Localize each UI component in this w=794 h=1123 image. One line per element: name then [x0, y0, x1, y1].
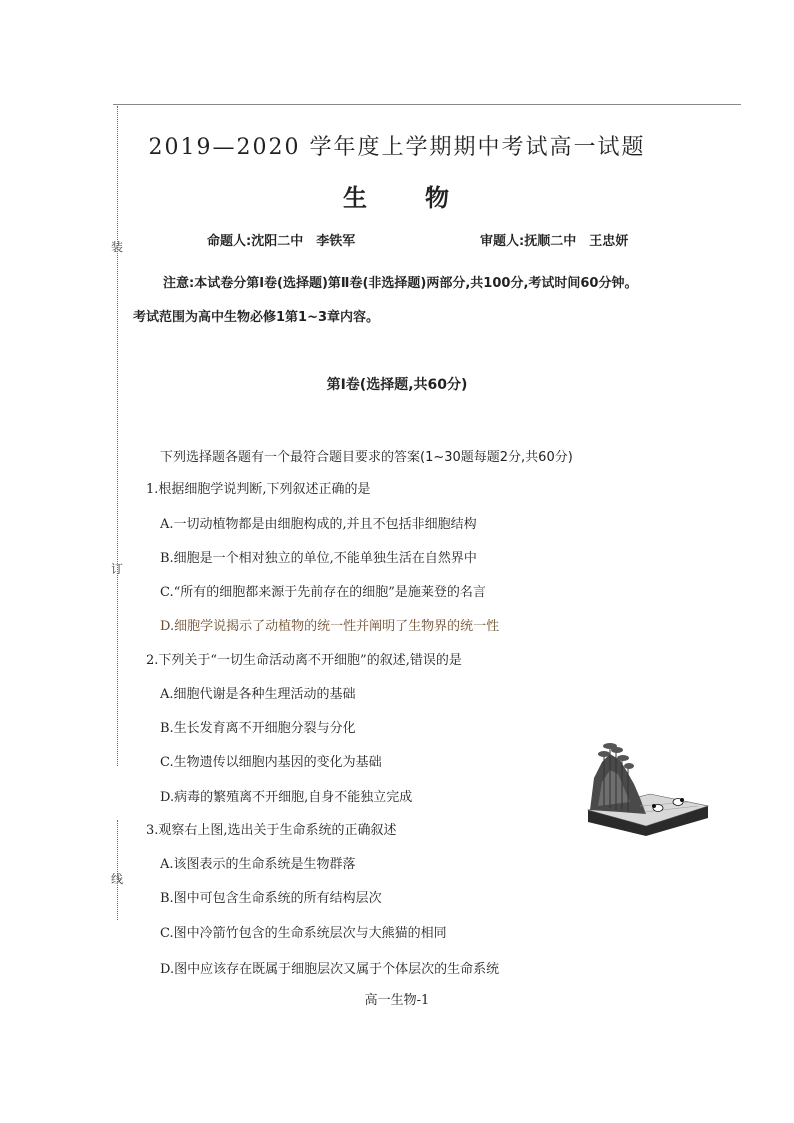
- margin-mark-xian: 线: [111, 872, 124, 886]
- margin-mark-zhuang: 装: [111, 240, 124, 254]
- top-rule: [113, 104, 741, 105]
- question-3-option-d: D.图中应该存在既属于细胞层次又属于个体层次的生命系统: [160, 962, 500, 977]
- notice-text: 注意:本试卷分第Ⅰ卷(选择题)第Ⅱ卷(非选择题)两部分,共100分,考试时间60分钟。: [163, 276, 638, 291]
- question-2-option-b: B.生长发育离不开细胞分裂与分化: [160, 721, 356, 736]
- section-title: 第Ⅰ卷(选择题,共60分): [326, 377, 468, 393]
- page-number: 高一生物-1: [364, 993, 430, 1008]
- reviewer-info: 审题人:抚顺二中 王忠妍: [480, 234, 629, 249]
- question-1-stem: 1.根据细胞学说判断,下列叙述正确的是: [146, 482, 371, 497]
- question-3-option-a: A.该图表示的生命系统是生物群落: [160, 857, 356, 872]
- question-2-option-c: C.生物遗传以细胞内基因的变化为基础: [160, 755, 382, 770]
- ecosystem-illustration: [580, 740, 712, 836]
- subject-char-1: 生: [343, 183, 369, 212]
- subject-char-2: 物: [425, 183, 451, 212]
- question-3-stem: 3.观察右上图,选出关于生命系统的正确叙述: [146, 823, 397, 838]
- scope-text: 考试范围为高中生物必修1第1~3章内容。: [133, 310, 380, 325]
- instruction-text: 下列选择题各题有一个最符合题目要求的答案(1~30题每题2分,共60分): [160, 450, 573, 465]
- subject-title: [0, 178, 794, 213]
- question-2-option-d: D.病毒的繁殖离不开细胞,自身不能独立完成: [160, 790, 413, 805]
- question-3-option-c: C.图中冷箭竹包含的生命系统层次与大熊猫的相同: [160, 926, 447, 941]
- question-1-option-c: C.“所有的细胞都来源于先前存在的细胞”是施莱登的名言: [160, 585, 486, 600]
- margin-mark-ding: 订: [111, 562, 124, 576]
- question-3-option-b: B.图中可包含生命系统的所有结构层次: [160, 891, 382, 906]
- question-2-stem: 2.下列关于“一切生命活动离不开细胞”的叙述,错误的是: [146, 653, 462, 668]
- question-2-option-a: A.细胞代谢是各种生理活动的基础: [160, 687, 356, 702]
- question-1-option-a: A.一切动植物都是由细胞构成的,并且不包括非细胞结构: [160, 517, 477, 532]
- question-1-option-d: D.细胞学说揭示了动植物的统一性并阐明了生物界的统一性: [160, 619, 500, 634]
- question-1-option-b: B.细胞是一个相对独立的单位,不能单独生活在自然界中: [160, 551, 477, 566]
- exam-title: 2019—2020 学年度上学期期中考试高一试题: [148, 135, 646, 160]
- setter-info: 命题人:沈阳二中 李铁军: [207, 234, 356, 249]
